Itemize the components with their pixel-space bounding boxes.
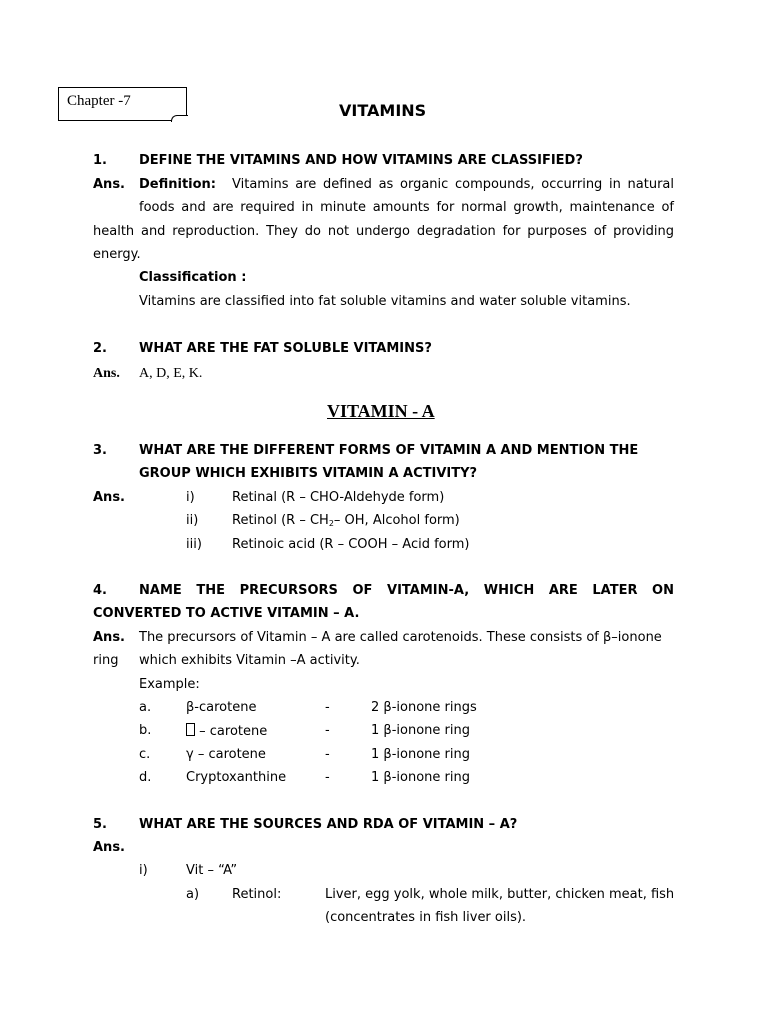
- question-4-line-1: NAME THE PRECURSORS OF VITAMIN-A, WHICH ARE LATER ON: [139, 583, 674, 598]
- example-dash: -: [325, 700, 330, 715]
- example-value: 1 β-ionone ring: [371, 770, 470, 785]
- example-dash: -: [325, 723, 330, 738]
- form-item-text-post: – OH, Alcohol form): [333, 513, 460, 528]
- definition-line-4: energy.: [93, 247, 141, 262]
- answer-4-line-2-start: ring: [93, 653, 119, 668]
- definition-line-1: Vitamins are defined as organic compounds, occurring in natural: [232, 177, 674, 192]
- form-item-number: ii): [186, 513, 199, 528]
- example-letter: a.: [139, 700, 152, 715]
- question-4-number: 4.: [93, 583, 107, 598]
- definition-label: Definition:: [139, 177, 217, 192]
- question-2-number: 2.: [93, 341, 107, 356]
- answer-4-line-1: The precursors of Vitamin – A are called carotenoids. These consists of β–ionone: [139, 630, 662, 645]
- section-heading-vitamin-a: VITAMIN - A: [327, 401, 435, 421]
- form-item-number: iii): [186, 537, 202, 552]
- question-3-number: 3.: [93, 443, 107, 458]
- question-3-line-2: GROUP WHICH EXHIBITS VITAMIN A ACTIVITY?: [139, 466, 478, 481]
- source-sub-label: Retinol:: [232, 887, 282, 902]
- question-1-number: 1.: [93, 153, 107, 168]
- example-name: β-carotene: [186, 700, 257, 715]
- form-item-number: i): [186, 490, 195, 505]
- example-label: Example:: [139, 677, 200, 692]
- form-item-text: Retinoic acid (R – COOH – Acid form): [232, 537, 470, 552]
- missing-glyph-icon: [186, 723, 195, 736]
- example-value: 2 β-ionone rings: [371, 700, 477, 715]
- source-item-number: i): [139, 863, 148, 878]
- classification-label: Classification :: [139, 270, 247, 285]
- question-4-line-2: CONVERTED TO ACTIVE VITAMIN – A.: [93, 606, 360, 621]
- form-item-text: Retinal (R – CHO-Aldehyde form): [232, 490, 445, 505]
- chapter-label: Chapter -7: [67, 93, 131, 109]
- answer-4-label: Ans.: [93, 630, 125, 645]
- answer-5-label: Ans.: [93, 840, 125, 855]
- example-dash: -: [325, 747, 330, 762]
- source-sub-line-2: (concentrates in fish liver oils).: [325, 910, 527, 925]
- answer-3-label: Ans.: [93, 490, 125, 505]
- definition-line-3: health and reproduction. They do not undergo degradation for purposes of providing: [93, 224, 674, 239]
- form-item-text: [232, 513, 460, 532]
- question-5-text: WHAT ARE THE SOURCES AND RDA OF VITAMIN – A?: [139, 817, 518, 832]
- definition-line-2: foods and are required in minute amounts for normal growth, maintenance of: [139, 200, 674, 215]
- example-name-text: – carotene: [195, 724, 268, 739]
- answer-4-line-2: which exhibits Vitamin –A activity.: [139, 653, 360, 668]
- answer-2-label: Ans.: [93, 366, 120, 381]
- example-letter: d.: [139, 770, 152, 785]
- example-name: γ – carotene: [186, 747, 266, 762]
- example-value: 1 β-ionone ring: [371, 747, 470, 762]
- example-value: 1 β-ionone ring: [371, 723, 470, 738]
- chapter-label-box: [58, 87, 187, 121]
- form-item-text-subscript: 2: [328, 519, 334, 528]
- example-name: Cryptoxanthine: [186, 770, 287, 785]
- form-item-text-pre: Retinol (R – CH: [232, 513, 329, 528]
- source-sub-line-1: Liver, egg yolk, whole milk, butter, chicken meat, fish: [325, 887, 675, 902]
- question-3-line-1: WHAT ARE THE DIFFERENT FORMS OF VITAMIN A AND MENTION THE: [139, 443, 639, 458]
- example-letter: b.: [139, 723, 152, 738]
- question-2-text: WHAT ARE THE FAT SOLUBLE VITAMINS?: [139, 341, 432, 356]
- example-dash: -: [325, 770, 330, 785]
- classification-text: Vitamins are classified into fat soluble vitamins and water soluble vitamins.: [139, 294, 631, 309]
- answer-1-label: Ans.: [93, 177, 125, 192]
- question-1-text: DEFINE THE VITAMINS AND HOW VITAMINS ARE CLASSIFIED?: [139, 153, 583, 168]
- question-5-number: 5.: [93, 817, 107, 832]
- page-title: VITAMINS: [339, 101, 427, 120]
- page-curl-decoration: [171, 115, 188, 122]
- example-name: [186, 723, 267, 740]
- example-letter: c.: [139, 747, 151, 762]
- source-item-label: Vit – “A”: [186, 863, 238, 878]
- answer-2-text: A, D, E, K.: [139, 366, 203, 381]
- source-sub-letter: a): [186, 887, 200, 902]
